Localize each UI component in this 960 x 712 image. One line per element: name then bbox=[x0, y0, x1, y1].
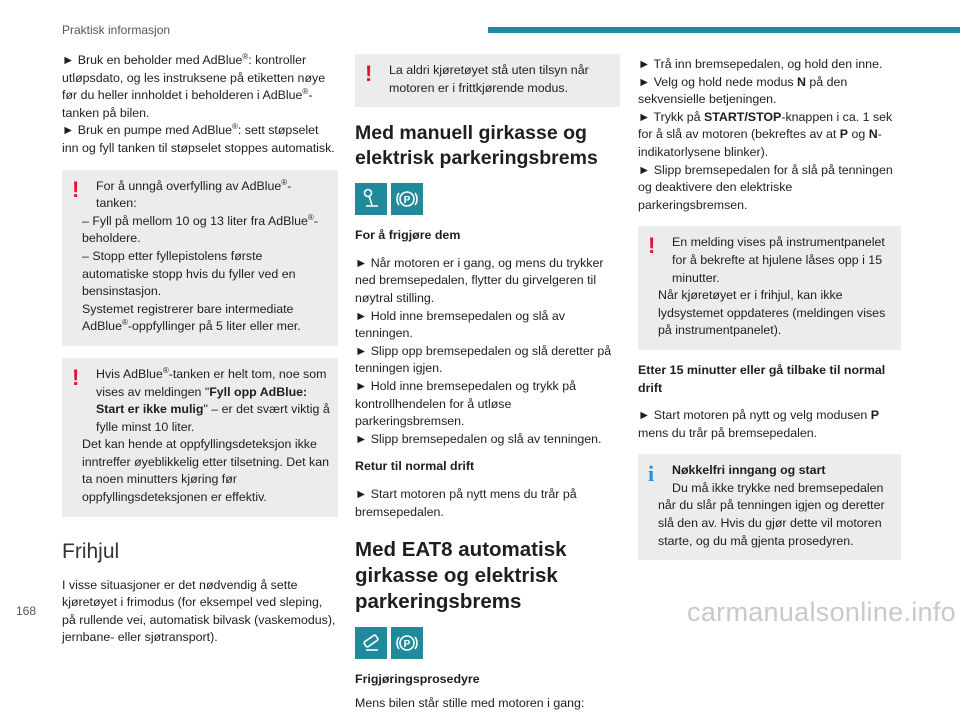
warning-icon: ! bbox=[72, 176, 80, 202]
list-item: ► Slipp bremsepedalen og slå av tenningen. bbox=[355, 431, 620, 449]
column-2 bbox=[355, 52, 620, 712]
warning-notice-unattended: ! La aldri kjøretøyet stå uten tilsyn når motoren er i frittkjørende modus. bbox=[355, 54, 620, 107]
warning-icon: ! bbox=[365, 61, 373, 86]
automatic-gearbox-icon bbox=[355, 627, 387, 659]
warning-notice-overfill: ! For å unngå overfylling av AdBlue®-tanken: – Fyll på mellom 10 og 13 liter fra AdBlue®-beholdere. – Stopp etter fyllepistolens første automatiske stopp hvis du fyller ved en bensinstasjon. Systemet registrerer bare intermediate AdBlue®-oppfyllinger på 5 liter eller mer. bbox=[62, 170, 338, 346]
heading-frihjul: Frihjul bbox=[62, 539, 120, 563]
info-notice-keyless: i Nøkkelfri inngang og start Du må ikke trykke ned bremsepedalen når du slår på tenningen igjen og deretter slå den av. Hvis du gjør dette vil motoren starte, og du må gjenta prosedyren. bbox=[638, 454, 901, 560]
list-item: ► Hold inne bremsepedalen og slå av tenningen. bbox=[355, 308, 620, 343]
list-item: ► Trå inn bremsepedalen, og hold den inne. bbox=[638, 56, 901, 74]
svg-text:P: P bbox=[403, 639, 411, 651]
page-number: 168 bbox=[16, 604, 37, 618]
heading-release: For å frigjøre dem bbox=[355, 228, 461, 243]
release-procedure-text: Mens bilen står stille med motoren i gang: bbox=[355, 695, 585, 710]
icon-row-eat8 bbox=[355, 627, 620, 659]
list-item: ► Start motoren på nytt og velg modusen P mens du trår på bremsepedalen. bbox=[638, 407, 901, 442]
column-3 bbox=[638, 56, 901, 570]
heading-after-15-minutes: Etter 15 minutter eller gå tilbake til normal drift bbox=[638, 362, 886, 395]
column-1 bbox=[62, 52, 338, 647]
list-item: ► Trykk på START/STOP-knappen i ca. 1 sek for å slå av motoren (bekreftes av at P og N-indikatorlysene blinker). bbox=[638, 109, 901, 162]
info-icon: i bbox=[648, 461, 655, 487]
watermark: carmanualsonline.info bbox=[687, 597, 956, 627]
heading-manual-gearbox: Med manuell girkasse og elektrisk parkeringsbrems bbox=[355, 122, 598, 170]
list-item: ► Velg og hold nede modus N på den sekvensielle betjeningen. bbox=[638, 74, 901, 109]
warning-notice-unlock: ! En melding vises på instrumentpanelet for å bekrefte at hjulene låses opp i 15 minutter. Når kjøretøyet er i frihjul, kan ikke lydsystemet oppdateres (meldingen vises på instrumentpanelet). bbox=[638, 226, 901, 350]
gear-lever-icon bbox=[355, 183, 387, 215]
heading-return-normal: Retur til normal drift bbox=[355, 459, 475, 474]
list-item: ► Slipp bremsepedalen for å slå på tenningen og deaktivere den elektriske parkeringsbremsen. bbox=[638, 162, 901, 215]
warning-icon: ! bbox=[72, 364, 80, 390]
icon-row-manual bbox=[355, 183, 620, 215]
heading-eat8: Med EAT8 automatisk girkasse og elektrisk parkeringsbrems bbox=[355, 538, 567, 614]
warning-notice-empty-tank: ! Hvis AdBlue®-tanken er helt tom, noe som vises av meldingen "Fyll opp AdBlue: Start er ikke mulig" – er det svært viktig å fylle minst 10 liter. Det kan hende at oppfyllingsdeteksjon ikke inntreffer øyeblikkelig etter tilsetning. Det kan ta noen minutters kjøring før oppfyllingsdeteksjonen er effektiv. bbox=[62, 358, 338, 517]
warning-icon: ! bbox=[648, 233, 656, 259]
step-adblue-pump: ► Bruk en pumpe med AdBlue®: sett støpselet inn og fyll tanken til støpselet stoppes automatisk. bbox=[62, 122, 338, 157]
heading-release-procedure: Frigjøringsprosedyre bbox=[355, 672, 480, 687]
parking-brake-icon bbox=[391, 183, 423, 215]
parking-brake-icon bbox=[391, 627, 423, 659]
svg-text:P: P bbox=[403, 195, 411, 207]
list-item: ► Slipp opp bremsepedalen og slå deretter på tenningen igjen. bbox=[355, 343, 620, 378]
header-accent-bar bbox=[488, 27, 960, 33]
step-adblue-container: ► Bruk en beholder med AdBlue®: kontroller utløpsdato, og les instruksene på etiketten nøye før du heller innholdet i beholderen i AdBlue®-tanken på bilen. bbox=[62, 52, 338, 122]
list-item: ► Hold inne bremsepedalen og trykk på kontrollhendelen for å utløse parkeringsbremsen. bbox=[355, 378, 620, 431]
section-title: Praktisk informasjon bbox=[62, 23, 171, 37]
list-item: ► Start motoren på nytt mens du trår på bremsepedalen. bbox=[355, 486, 620, 521]
frihjul-text: I visse situasjoner er det nødvendig å sette kjøretøyet i frimodus (for eksempel ved sleping, på rullende vei, automatisk bilvask (vaskemodus), jernbane- eller sjøtransport). bbox=[62, 577, 336, 645]
list-item: ► Når motoren er i gang, og mens du trykker ned bremsepedalen, flytter du girvelgeren til nøytral stilling. bbox=[355, 255, 620, 308]
